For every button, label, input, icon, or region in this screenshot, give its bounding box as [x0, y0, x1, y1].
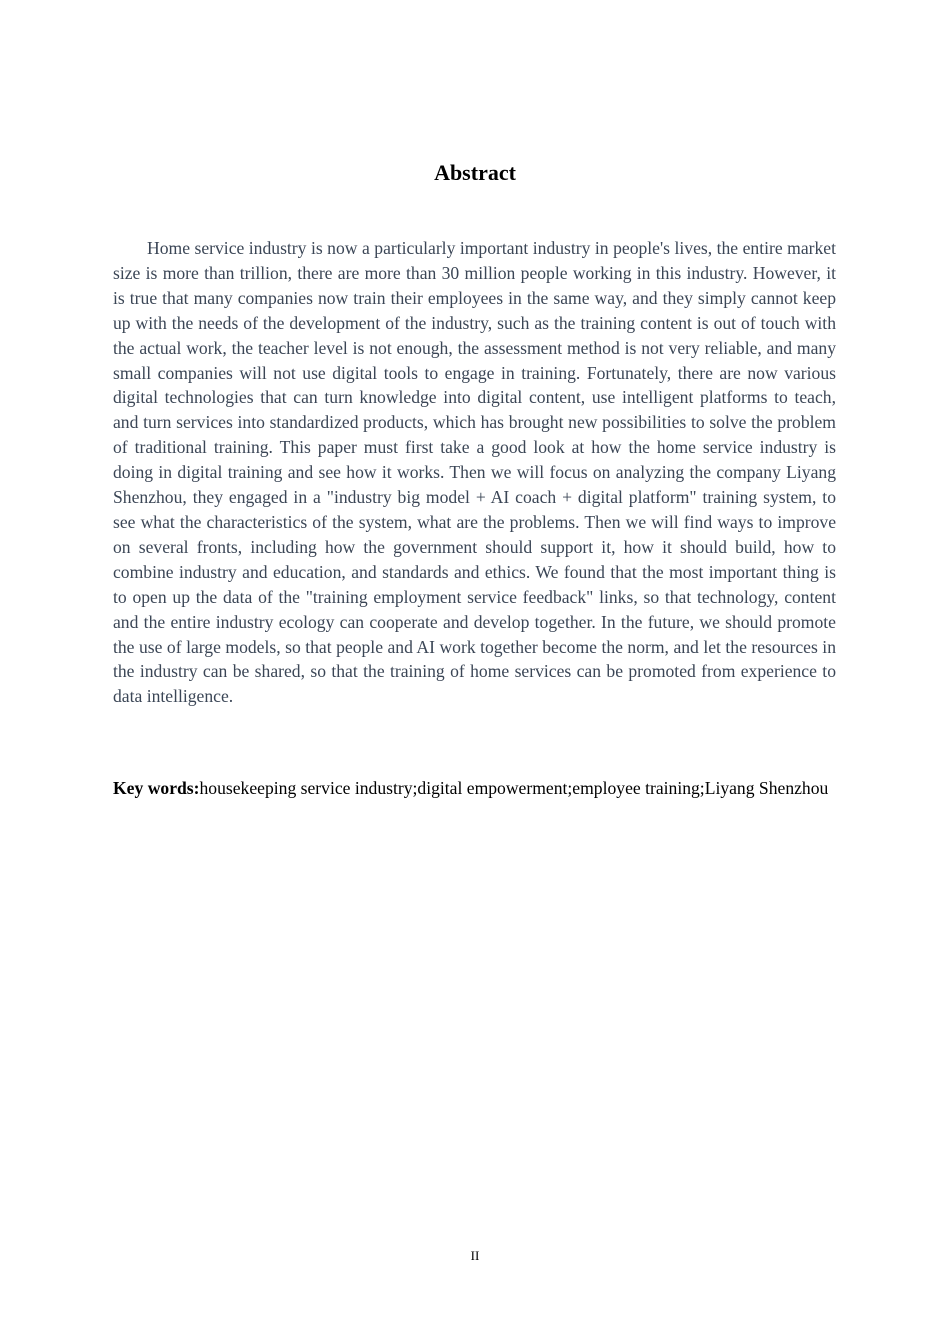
- abstract-title: Abstract: [434, 160, 516, 185]
- page-number: II: [470, 1248, 480, 1263]
- keywords-text: housekeeping service industry;digital empowerment;employee training;Liyang Shenzhou: [199, 778, 829, 798]
- keywords-label: Key words:: [113, 778, 200, 798]
- keywords-line: [113, 770, 836, 806]
- abstract-body: Home service industry is now a particularly important industry in people's lives, the entire market size is more than trillion, there are more than 30 million people working in this industry. However, it is true that many companies now train their employees in the same way, and they simply cannot keep up with the needs of the development of the industry, such as the training content is out of touch with the actual work, the teacher level is not enough, the assessment method is not very reliable, and many small companies will not use digital tools to engage in training. Fortunately, there are now various digital technologies that can turn knowledge into digital content, use intelligent platforms to teach, and turn services into standardized products, which has brought new possibilities to solve the problem of traditional training. This paper must first take a good look at how the home service industry is doing in digital training and see how it works. Then we will focus on analyzing the company Liyang Shenzhou, they engaged in a "industry big model + AI coach + digital platform" training system, to see what the characteristics of the system, what are the problems. Then we will find ways to improve on several fronts, including how the government should support it, how it should build, how to combine industry and education, and standards and ethics. We found that the most important thing is to open up the data of the "training employment service feedback" links, so that technology, content and the entire industry ecology can cooperate and develop together. In the future, we should promote the use of large models, so that people and AI work together become the norm, and let the resources in the industry can be shared, so that the training of home services can be promoted from experience to data intelligence.: [113, 238, 836, 707]
